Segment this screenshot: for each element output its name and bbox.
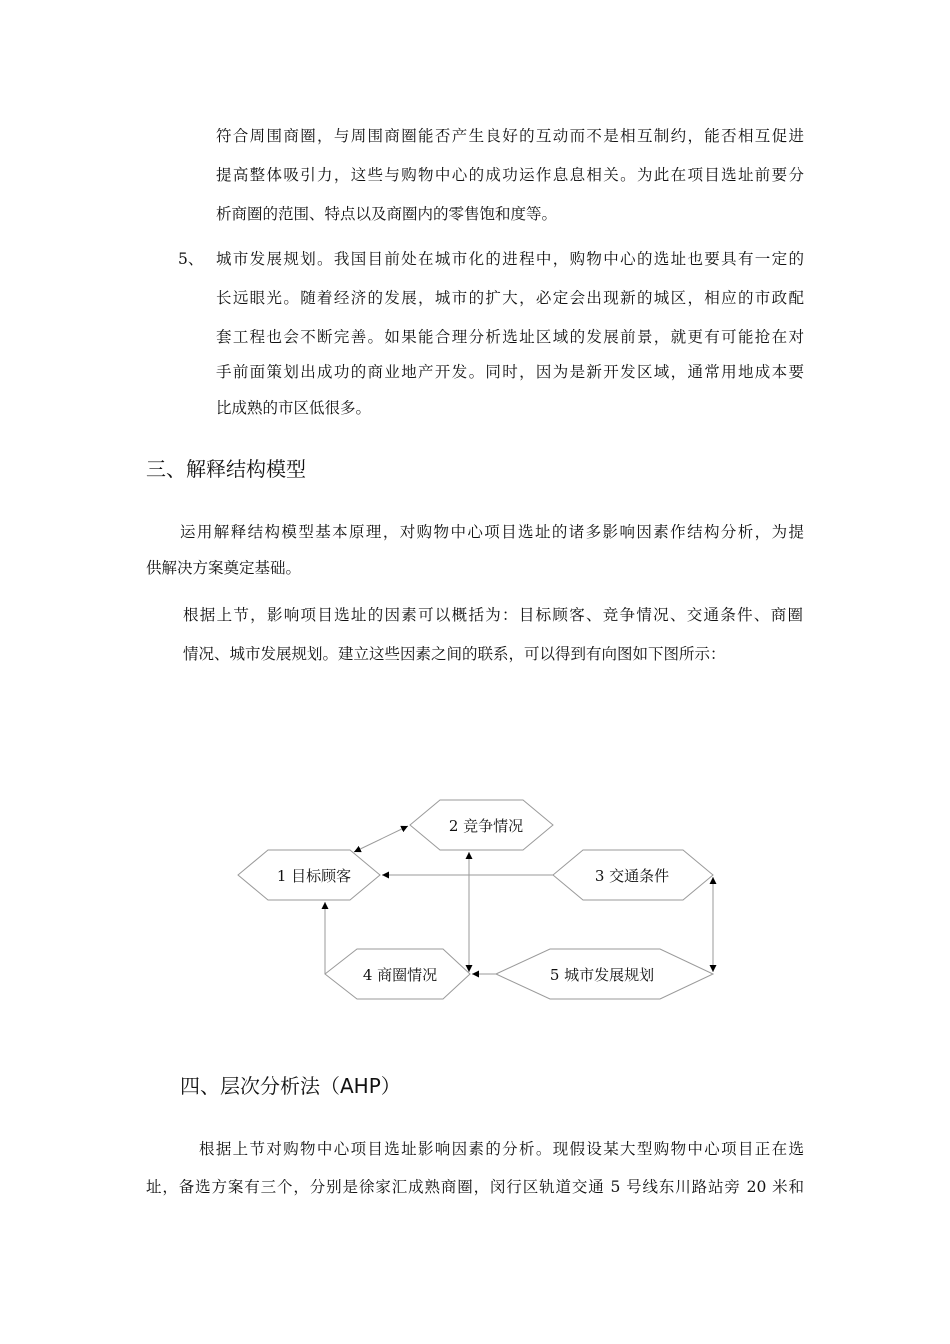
directed-graph — [0, 780, 950, 1020]
section3-heading: 三、解释结构模型 — [146, 457, 306, 481]
item4-line-1: 符合周围商圈，与周围商圈能否产生良好的互动而不是相互制约，能否相互促进 — [216, 127, 804, 145]
item4-line-3: 析商圈的范围、特点以及商圈内的零售饱和度等。 — [216, 205, 558, 223]
node-1-target-customers — [238, 850, 380, 900]
item5-number: 5、 — [178, 250, 204, 268]
node-5-urban-planning — [496, 949, 713, 999]
section4-para1-line-2: 址，备选方案有三个，分别是徐家汇成熟商圈，闵行区轨道交通 5 号线东川路站旁 20 米和 — [146, 1178, 804, 1196]
node-3-label: 3 交通条件 — [594, 867, 670, 885]
node-2-competition — [410, 800, 553, 850]
section4-heading: 四、层次分析法（AHP） — [180, 1074, 401, 1098]
section3-para2-line-2: 情况、城市发展规划。建立这些因素之间的联系，可以得到有向图如下图所示： — [183, 645, 726, 663]
node-1-label: 1 目标顾客 — [276, 867, 352, 885]
section3-para1-line-1: 运用解释结构模型基本原理，对购物中心项目选址的诸多影响因素作结构分析，为提 — [180, 523, 804, 541]
node-5-label: 5 城市发展规划 — [549, 966, 655, 984]
item5-line-5: 比成熟的市区低很多。 — [216, 399, 372, 417]
node-3-traffic — [553, 850, 713, 900]
item5-line-4: 手前面策划出成功的商业地产开发。同时，因为是新开发区域，通常用地成本要 — [216, 363, 804, 381]
node-4-label: 4 商圈情况 — [362, 966, 438, 984]
item5-line-1: 城市发展规划。我国目前处在城市化的进程中，购物中心的选址也要具有一定的 — [216, 250, 804, 268]
node-2-label: 2 竞争情况 — [448, 817, 524, 835]
item5-line-2: 长远眼光。随着经济的发展，城市的扩大，必定会出现新的城区，相应的市政配 — [216, 289, 804, 307]
section3-para1-line-2: 供解决方案奠定基础。 — [146, 559, 302, 577]
edge-1-2 — [354, 826, 408, 852]
item4-line-2: 提高整体吸引力，这些与购物中心的成功运作息息相关。为此在项目选址前要分 — [216, 166, 804, 184]
item5-line-3: 套工程也会不断完善。如果能合理分析选址区域的发展前景，就更有可能抢在对 — [216, 328, 804, 346]
section4-para1-line-1: 根据上节对购物中心项目选址影响因素的分析。现假设某大型购物中心项目正在选 — [199, 1140, 804, 1158]
node-4-business-circle — [325, 949, 470, 999]
section3-para2-line-1: 根据上节，影响项目选址的因素可以概括为：目标顾客、竞争情况、交通条件、商圈 — [183, 606, 803, 624]
